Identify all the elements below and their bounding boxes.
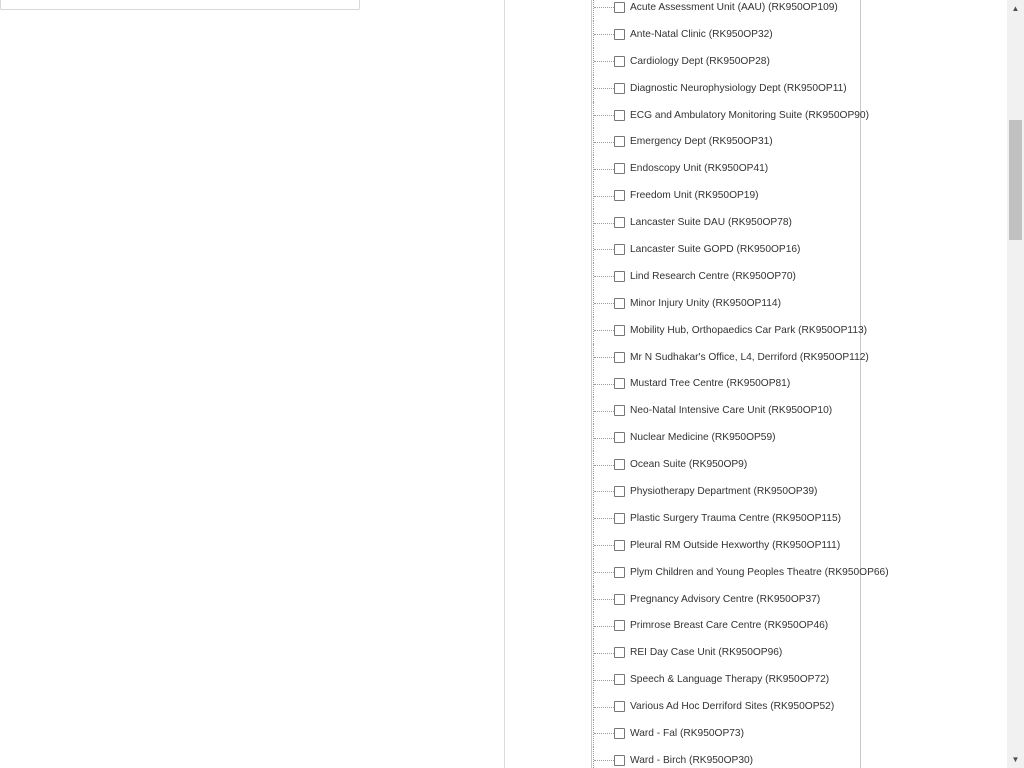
tree-item-checkbox[interactable]: [614, 83, 625, 94]
tree-connector-line: [594, 491, 614, 492]
tree-item-checkbox[interactable]: [614, 298, 625, 309]
location-tree-list: [592, 0, 889, 768]
tree-connector-line: [594, 545, 614, 546]
tree-item-label: Cardiology Dept (RK950OP28): [630, 55, 770, 67]
tree-item-checkbox[interactable]: [614, 2, 625, 13]
tree-item-checkbox[interactable]: [614, 271, 625, 282]
tree-item[interactable]: [592, 478, 889, 505]
tree-item-label: Ward - Birch (RK950OP30): [630, 754, 754, 766]
tree-connector-line: [594, 384, 614, 385]
tree-item[interactable]: [592, 344, 889, 371]
tree-item-checkbox[interactable]: [614, 674, 625, 685]
location-tree-panel: [591, 0, 889, 768]
tree-item-checkbox[interactable]: [614, 29, 625, 40]
tree-item-label: Various Ad Hoc Derriford Sites (RK950OP52): [630, 701, 835, 713]
tree-item-label: Emergency Dept (RK950OP31): [630, 136, 773, 148]
tree-item-checkbox[interactable]: [614, 190, 625, 201]
text-input-box[interactable]: [0, 0, 360, 10]
tree-connector-line: [594, 626, 614, 627]
tree-item-label: Mr N Sudhakar's Office, L4, Derriford (RK950OP112): [630, 351, 869, 363]
tree-item[interactable]: [592, 424, 889, 451]
tree-item-label: Speech & Language Therapy (RK950OP72): [630, 674, 830, 686]
tree-item-label: Primrose Breast Care Centre (RK950OP46): [630, 620, 829, 632]
tree-item-checkbox[interactable]: [614, 701, 625, 712]
tree-item[interactable]: [592, 586, 889, 613]
tree-connector-line: [594, 142, 614, 143]
tree-item[interactable]: [592, 0, 889, 21]
tree-item[interactable]: [592, 397, 889, 424]
tree-item-label: ECG and Ambulatory Monitoring Suite (RK950OP90): [630, 109, 869, 121]
tree-connector-line: [594, 707, 614, 708]
tree-item[interactable]: [592, 128, 889, 155]
tree-connector-line: [594, 276, 614, 277]
tree-connector-line: [594, 411, 614, 412]
tree-item[interactable]: [592, 209, 889, 236]
tree-item[interactable]: [592, 532, 889, 559]
tree-item-label: Minor Injury Unity (RK950OP114): [630, 297, 781, 309]
tree-item[interactable]: [592, 612, 889, 639]
tree-item[interactable]: [592, 451, 889, 478]
tree-item[interactable]: [592, 559, 889, 586]
tree-item[interactable]: [592, 182, 889, 209]
tree-item[interactable]: [592, 236, 889, 263]
tree-item-label: Ante-Natal Clinic (RK950OP32): [630, 28, 773, 40]
tree-item-label: Diagnostic Neurophysiology Dept (RK950OP11): [630, 82, 847, 94]
tree-item-checkbox[interactable]: [614, 136, 625, 147]
tree-item-label: Mustard Tree Centre (RK950OP81): [630, 378, 791, 390]
tree-item-label: Plastic Surgery Trauma Centre (RK950OP115): [630, 512, 842, 524]
tree-connector-line: [594, 34, 614, 35]
scroll-down-arrow-icon[interactable]: ▼: [1011, 754, 1020, 764]
tree-connector-line: [594, 680, 614, 681]
tree-item[interactable]: [592, 290, 889, 317]
tree-connector-line: [594, 357, 614, 358]
tree-item-checkbox[interactable]: [614, 217, 625, 228]
tree-item-checkbox[interactable]: [614, 647, 625, 658]
tree-connector-line: [594, 760, 614, 761]
tree-item-checkbox[interactable]: [614, 540, 625, 551]
tree-item-label: Acute Assessment Unit (AAU) (RK950OP109): [630, 1, 838, 13]
tree-item[interactable]: [592, 370, 889, 397]
tree-connector-line: [594, 88, 614, 89]
tree-connector-line: [594, 518, 614, 519]
tree-item-checkbox[interactable]: [614, 594, 625, 605]
tree-item[interactable]: [592, 720, 889, 747]
tree-item-checkbox[interactable]: [614, 110, 625, 121]
tree-connector-line: [594, 599, 614, 600]
tree-item-checkbox[interactable]: [614, 728, 625, 739]
tree-item-checkbox[interactable]: [614, 378, 625, 389]
tree-item-label: Plym Children and Young Peoples Theatre (RK950OP66): [630, 566, 889, 578]
tree-connector-line: [594, 303, 614, 304]
vertical-scrollbar[interactable]: [1007, 0, 1024, 768]
tree-item-checkbox[interactable]: [614, 513, 625, 524]
tree-item-label: REI Day Case Unit (RK950OP96): [630, 647, 783, 659]
tree-item[interactable]: [592, 155, 889, 182]
scroll-up-arrow-icon[interactable]: ▲: [1011, 3, 1020, 13]
tree-item-label: Lind Research Centre (RK950OP70): [630, 270, 796, 282]
tree-item-label: Physiotherapy Department (RK950OP39): [630, 485, 818, 497]
tree-connector-line: [594, 169, 614, 170]
tree-connector-line: [594, 330, 614, 331]
tree-item-label: Pregnancy Advisory Centre (RK950OP37): [630, 593, 821, 605]
tree-item-checkbox[interactable]: [614, 325, 625, 336]
tree-item-checkbox[interactable]: [614, 405, 625, 416]
tree-item[interactable]: [592, 263, 889, 290]
tree-item[interactable]: [592, 102, 889, 129]
tree-item-label: Nuclear Medicine (RK950OP59): [630, 432, 776, 444]
tree-item[interactable]: [592, 75, 889, 102]
tree-item-label: Lancaster Suite GOPD (RK950OP16): [630, 243, 801, 255]
tree-item-checkbox[interactable]: [614, 163, 625, 174]
tree-item-checkbox[interactable]: [614, 56, 625, 67]
tree-connector-line: [594, 196, 614, 197]
tree-item[interactable]: [592, 48, 889, 75]
tree-item-label: Endoscopy Unit (RK950OP41): [630, 163, 769, 175]
tree-connector-line: [594, 115, 614, 116]
tree-connector-line: [594, 572, 614, 573]
tree-connector-line: [594, 465, 614, 466]
tree-item-label: Lancaster Suite DAU (RK950OP78): [630, 217, 792, 229]
tree-item-checkbox[interactable]: [614, 620, 625, 631]
tree-item-label: Pleural RM Outside Hexworthy (RK950OP111): [630, 539, 841, 551]
tree-connector-line: [594, 438, 614, 439]
tree-item[interactable]: [592, 317, 889, 344]
tree-item[interactable]: [592, 666, 889, 693]
tree-item[interactable]: [592, 747, 889, 768]
tree-item-checkbox[interactable]: [614, 486, 625, 497]
tree-item-checkbox[interactable]: [614, 567, 625, 578]
tree-connector-line: [594, 223, 614, 224]
tree-item[interactable]: [592, 639, 889, 666]
column-divider: [504, 0, 505, 768]
tree-connector-line: [594, 249, 614, 250]
tree-item-checkbox[interactable]: [614, 244, 625, 255]
tree-item-label: Mobility Hub, Orthopaedics Car Park (RK950OP113): [630, 324, 868, 336]
tree-item-checkbox[interactable]: [614, 352, 625, 363]
tree-item[interactable]: [592, 693, 889, 720]
tree-connector-line: [594, 61, 614, 62]
tree-connector-line: [594, 653, 614, 654]
scroll-thumb[interactable]: [1009, 120, 1022, 240]
tree-item-label: Ocean Suite (RK950OP9): [630, 459, 748, 471]
tree-item-checkbox[interactable]: [614, 459, 625, 470]
tree-item-label: Freedom Unit (RK950OP19): [630, 190, 759, 202]
tree-connector-line: [594, 733, 614, 734]
tree-item-label: Ward - Fal (RK950OP73): [630, 727, 744, 739]
tree-connector-line: [594, 7, 614, 8]
tree-item[interactable]: [592, 505, 889, 532]
tree-item[interactable]: [592, 21, 889, 48]
tree-item-label: Neo-Natal Intensive Care Unit (RK950OP10): [630, 405, 833, 417]
tree-item-checkbox[interactable]: [614, 755, 625, 766]
tree-item-checkbox[interactable]: [614, 432, 625, 443]
